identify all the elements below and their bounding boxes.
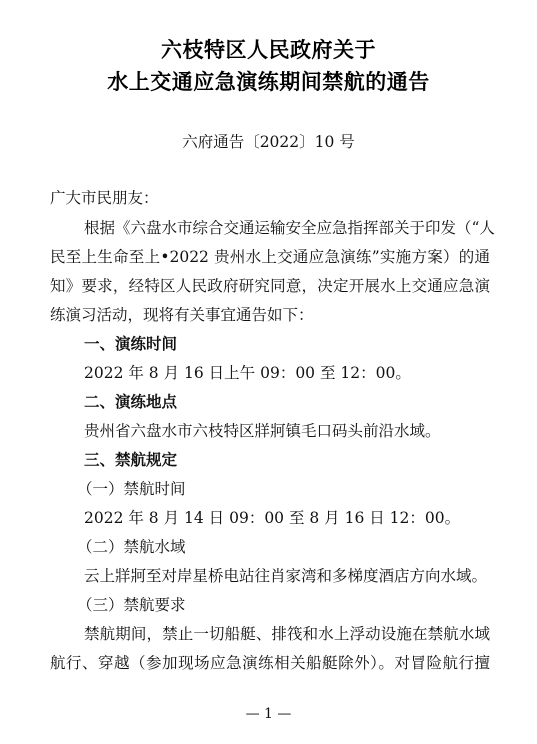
document-number: 六府通告〔2022〕10 号: [182, 133, 355, 151]
subsection-3-heading: （三）禁航要求: [77, 596, 186, 614]
subsection-2-heading: （二）禁航水域: [77, 538, 186, 556]
salutation: 广大市民朋友：: [50, 189, 159, 207]
intro-line-4: 练演习活动，现将有关事宜通告如下：: [50, 306, 314, 324]
section-2-heading: 二、演练地点: [84, 393, 178, 411]
page-number: — 1 —: [245, 706, 292, 722]
subsection-3-line-2: 航行、穿越（参加现场应急演练相关船艇除外）。对冒险航行擅: [50, 654, 490, 672]
section-1-content: 2022 年 8 月 16 日上午 09：00 至 12：00。: [84, 364, 411, 382]
section-3-heading: 三、禁航规定: [84, 451, 178, 469]
title-line-1: 六枝特区人民政府关于: [161, 38, 376, 62]
title-line-2: 水上交通应急演练期间禁航的通告: [107, 70, 430, 94]
section-1-heading: 一、演练时间: [84, 335, 178, 353]
intro-line-1: 根据《六盘水市综合交通运输安全应急指挥部关于印发（“人: [84, 219, 495, 237]
subsection-3-line-1: 禁航期间，禁止一切船艇、排筏和水上浮动设施在禁航水域: [84, 625, 490, 643]
section-2-content: 贵州省六盘水市六枝特区牂牁镇毛口码头前沿水域。: [84, 422, 441, 440]
subsection-1-heading: （一）禁航时间: [77, 480, 186, 498]
subsection-2-content: 云上牂牁至对岸星桥电站往肖家湾和多梯度酒店方向水域。: [84, 567, 488, 585]
subsection-1-content: 2022 年 8 月 14 日 09：00 至 8 月 16 日 12：00。: [84, 509, 461, 527]
intro-line-2: 民至上生命至上•2022 贵州水上交通应急演练”实施方案）的通: [50, 248, 490, 266]
intro-line-3: 知》要求，经特区人民政府研究同意，决定开展水上交通应急演: [50, 277, 490, 295]
